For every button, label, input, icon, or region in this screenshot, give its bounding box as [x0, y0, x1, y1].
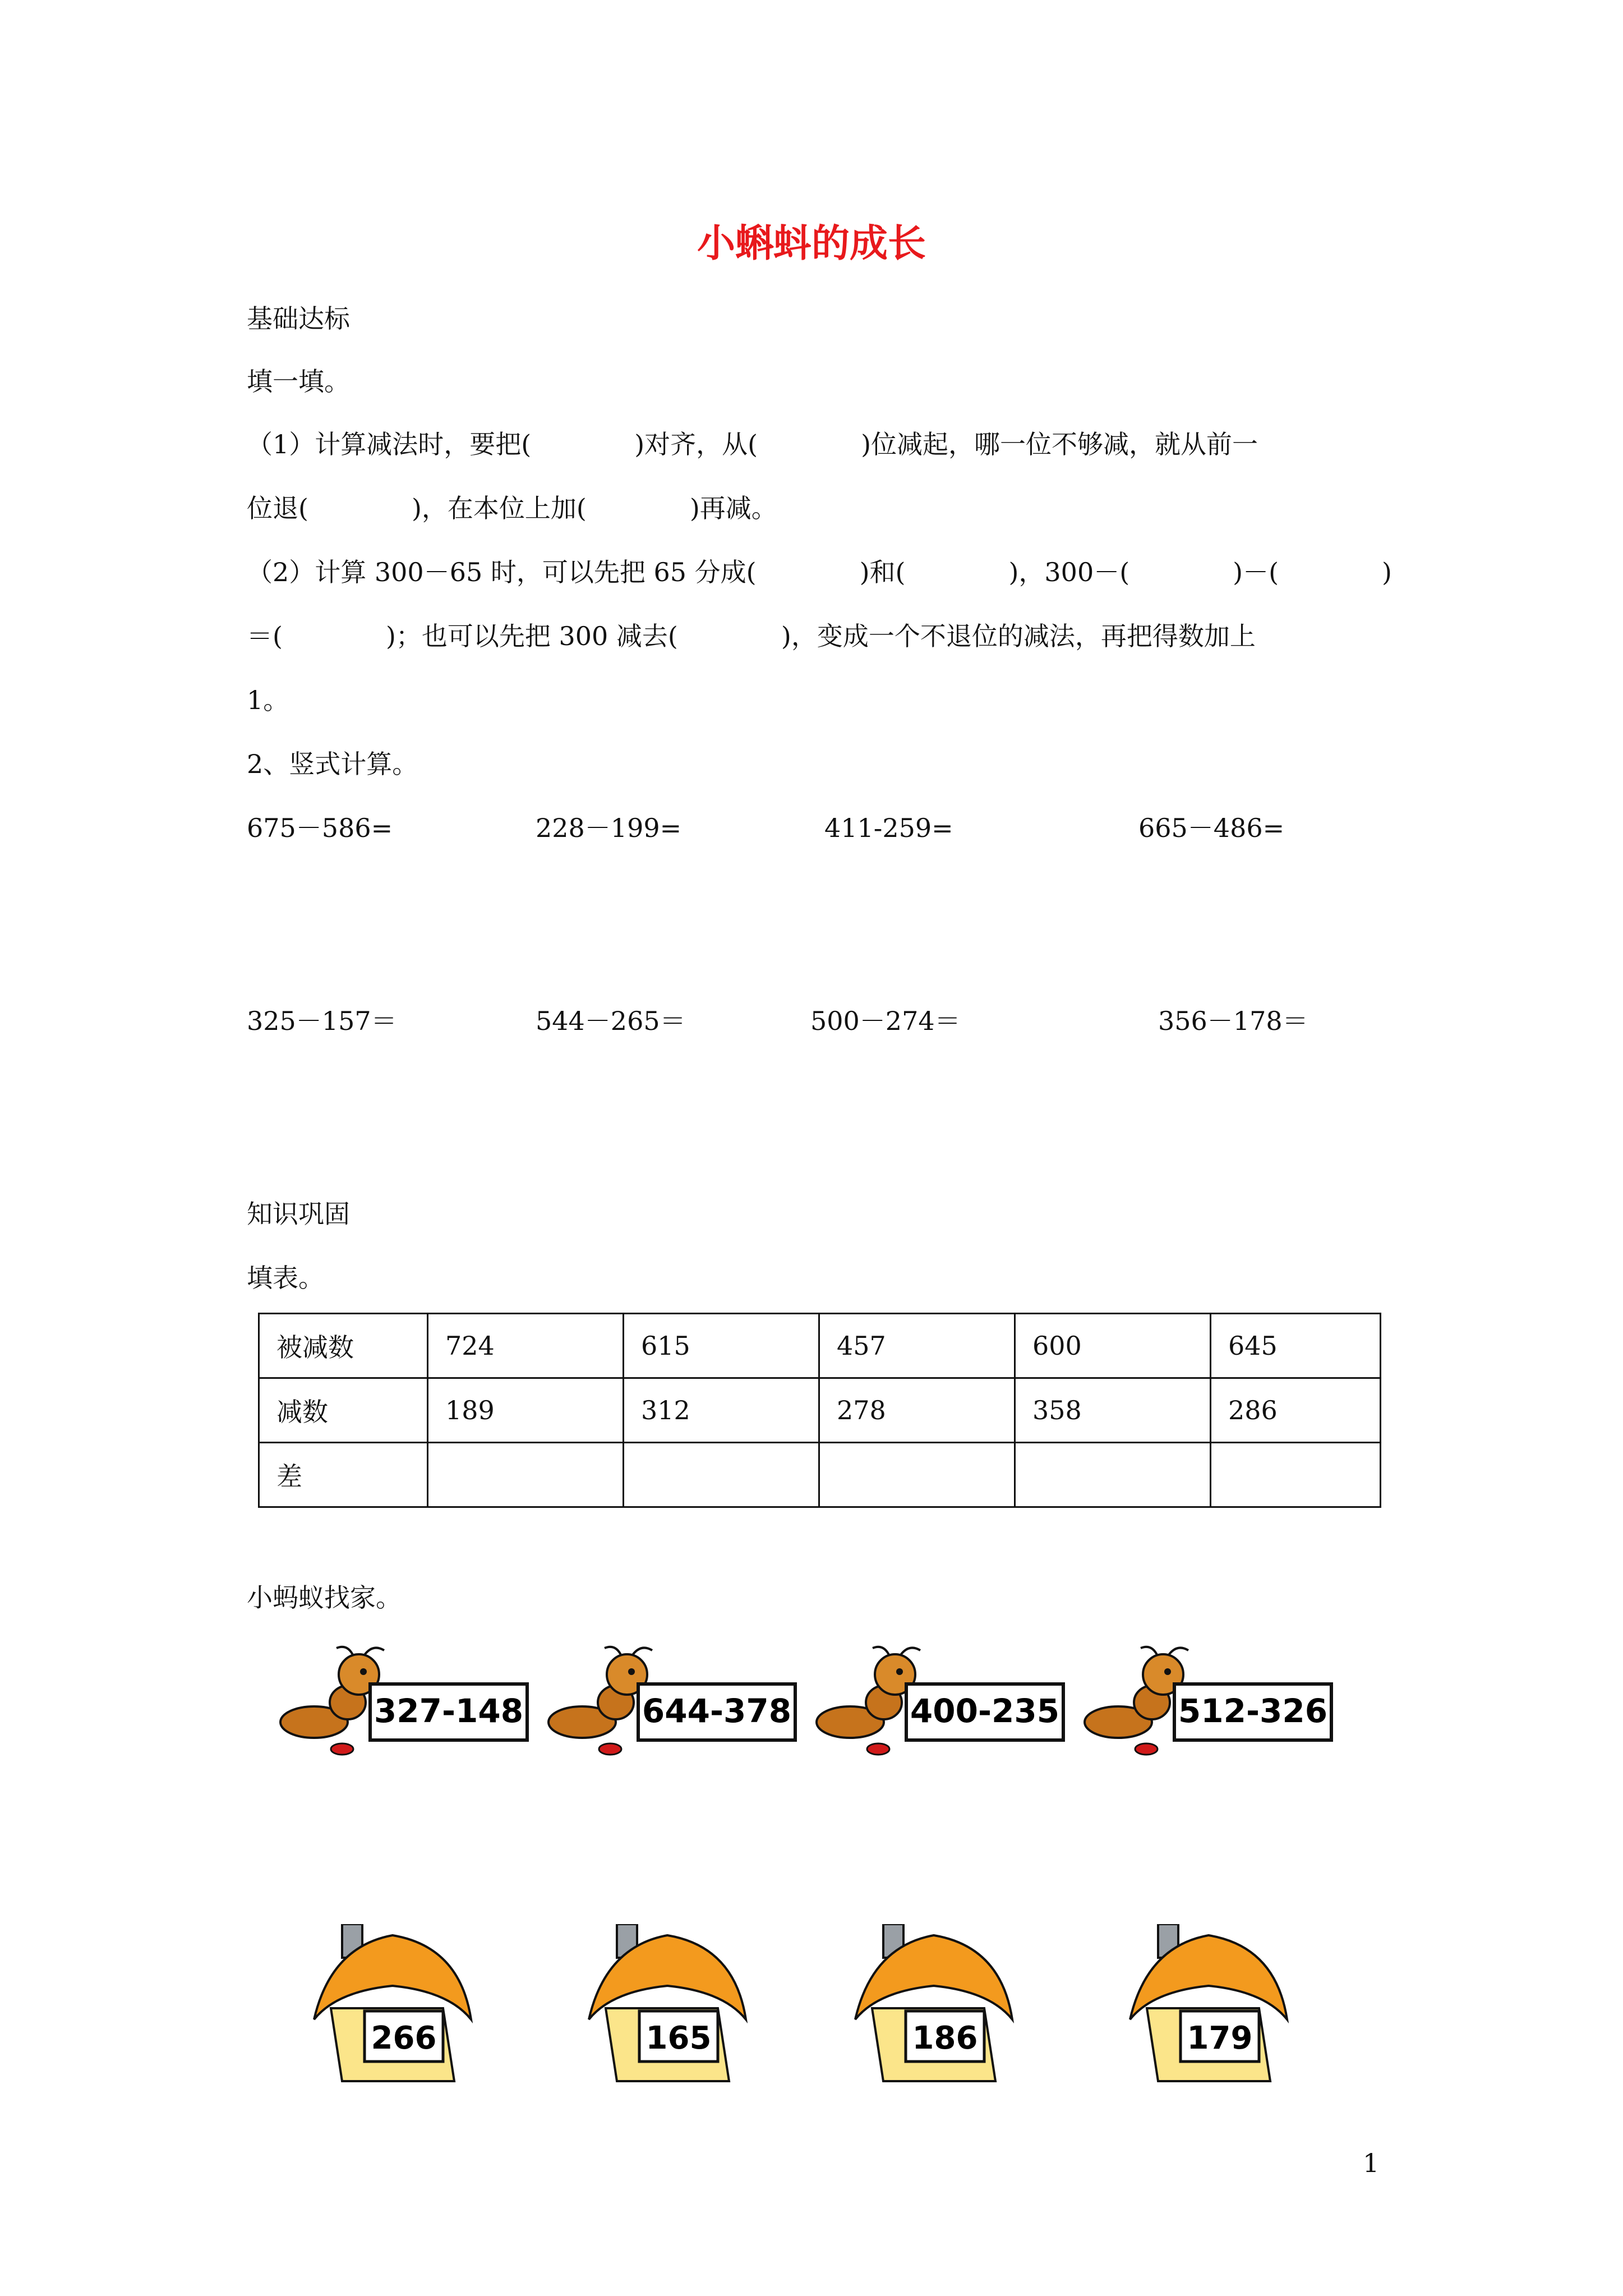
calc-item: 325－157＝: [247, 1006, 397, 1036]
calc-item: 675－586=: [247, 813, 393, 843]
house-icon: [308, 1924, 477, 2092]
table-cell: 278: [819, 1378, 1015, 1443]
question-table-heading: 填表。: [247, 1263, 324, 1293]
table-cell: 312: [624, 1378, 819, 1443]
calc-item: 356－178＝: [1158, 1006, 1308, 1036]
ant-card: [1079, 1644, 1337, 1756]
ant-expression: 327-148: [374, 1692, 524, 1730]
ant-card: [543, 1644, 801, 1756]
question-fill-heading: 填一填。: [247, 366, 350, 397]
house-number: 266: [371, 2020, 437, 2056]
answer-cell[interactable]: [624, 1443, 819, 1507]
ant-expression: 644-378: [642, 1692, 792, 1730]
calc-item: 544－265＝: [536, 1006, 686, 1036]
answer-cell[interactable]: [428, 1443, 624, 1507]
answer-cell[interactable]: [819, 1443, 1015, 1507]
house-number: 165: [645, 2020, 712, 2056]
table-row: [259, 1314, 1381, 1378]
ant-expression: 400-235: [910, 1692, 1060, 1730]
question-1-line-1: （1）计算减法时，要把( )对齐，从( )位减起，哪一位不够减，就从前一: [247, 429, 1258, 459]
row-label: 差: [259, 1443, 428, 1507]
table-cell: 615: [624, 1314, 819, 1378]
table-cell: 358: [1015, 1378, 1211, 1443]
question-ant-heading: 小蚂蚁找家。: [247, 1582, 402, 1613]
calc-item: 665－486=: [1138, 813, 1285, 843]
row-label: 被减数: [259, 1314, 428, 1378]
table-cell: 600: [1015, 1314, 1211, 1378]
question-2-line-2: ＝( )；也可以先把 300 减去( )，变成一个不退位的减法，再把得数加上: [247, 621, 1256, 651]
question-2-line-1: （2）计算 300－65 时，可以先把 65 分成( )和( )，300－( )－( ): [247, 557, 1392, 587]
answer-cell[interactable]: [1015, 1443, 1211, 1507]
calc-item: 228－199=: [536, 813, 682, 843]
question-1-line-2: 位退( )，在本位上加( )再减。: [247, 493, 777, 523]
section-consolidate: 知识巩固: [247, 1199, 350, 1229]
question-vertical-heading: 2、竖式计算。: [247, 749, 418, 779]
row-label: 减数: [259, 1378, 428, 1443]
house-icon: [850, 1924, 1018, 2092]
section-basic: 基础达标: [247, 303, 350, 334]
house-icon: [583, 1924, 751, 2092]
house-number: 179: [1187, 2020, 1253, 2056]
table-cell: 457: [819, 1314, 1015, 1378]
subtraction-table: [258, 1313, 1381, 1508]
table-cell: 286: [1211, 1378, 1381, 1443]
calc-item: 500－274＝: [810, 1006, 961, 1036]
house-number: 186: [912, 2020, 978, 2056]
page-number: 1: [1363, 2148, 1380, 2178]
ant-expression: 512-326: [1178, 1692, 1328, 1730]
table-cell: 189: [428, 1378, 624, 1443]
ant-card: [275, 1644, 533, 1756]
answer-cell[interactable]: [1211, 1443, 1381, 1507]
house-icon: [1124, 1924, 1293, 2092]
ant-card: [811, 1644, 1069, 1756]
table-row: [259, 1443, 1381, 1507]
table-cell: 724: [428, 1314, 624, 1378]
table-row: [259, 1378, 1381, 1443]
table-cell: 645: [1211, 1314, 1381, 1378]
page-title: 小蝌蚪的成长: [697, 221, 926, 266]
question-2-line-3: 1。: [247, 685, 289, 715]
calc-item: 411-259=: [824, 813, 953, 843]
